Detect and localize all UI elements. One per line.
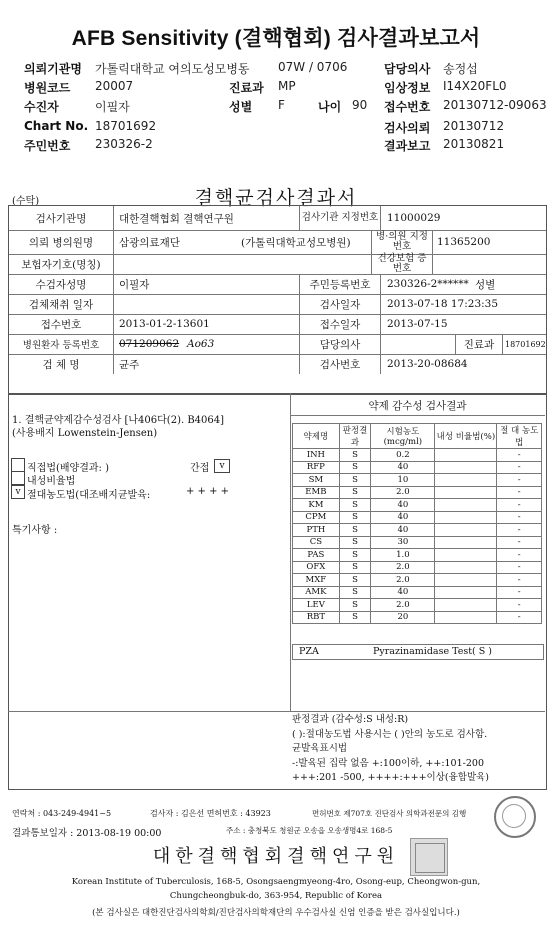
label-sex: 성별 — [229, 100, 253, 114]
drug-cell-name: PAS — [293, 549, 340, 562]
medium-line: (사용배지 Lowenstein-Jensen) — [12, 428, 158, 439]
drug-cell-res: S — [339, 599, 371, 612]
official-stamp-icon — [410, 838, 448, 876]
label-age: 나이 — [318, 100, 342, 114]
legend-line: ( ):절대농도법 사용시는 ( )안의 농도로 검사함. — [292, 728, 488, 740]
abs-checkbox[interactable]: v — [11, 485, 25, 499]
drug-cell-ratio — [435, 599, 497, 612]
remarks-label: 특기사항 : — [12, 525, 58, 536]
value-test-date: 2013-07-18 17:23:35 — [387, 298, 499, 310]
drug-cell-ratio — [435, 536, 497, 549]
drug-cell-name: RBT — [293, 611, 340, 624]
label-test-no: 검사번호 — [299, 354, 381, 374]
drug-row — [293, 611, 542, 624]
value-resident: 230326-2****** — [387, 278, 469, 290]
label-form-sex: 성별 — [475, 278, 496, 291]
label-patient: 수진자 — [24, 100, 59, 114]
abs-label: 절대농도법(대조배지균발육: — [27, 490, 151, 501]
drug-cell-conc: 2.0 — [371, 574, 435, 587]
section-divider — [290, 393, 291, 711]
label-form-dept: 진료과 — [455, 334, 503, 354]
ratio-label: 내성비율법 — [27, 476, 76, 487]
footer-addr-en-2: Chungcheongbuk-do, 363-954, Republic of Korea — [169, 891, 383, 901]
drug-cell-ratio — [435, 461, 497, 474]
pza-label: PZA — [299, 646, 319, 657]
value-form-dept: 18701692 — [505, 339, 546, 349]
label-lab-code: 검사기관 지정번호 — [299, 206, 381, 230]
drug-cell-conc: 30 — [371, 536, 435, 549]
label-receipt-date: 접수일자 — [299, 314, 381, 334]
value-clinic-sub: (가톨릭대학교성모병원) — [241, 236, 351, 249]
footer-org: 대한결핵협회결핵연구원 — [152, 846, 400, 867]
col-result: 판정결과 — [339, 424, 371, 449]
drug-row — [293, 449, 542, 462]
drug-cell-abs: - — [497, 499, 542, 512]
footer-address: 주소 : 충청북도 청원군 오송읍 오송생명4로 168-5 — [226, 826, 393, 835]
drug-cell-conc: 0.2 — [371, 449, 435, 462]
drug-cell-name: PTH — [293, 524, 340, 537]
label-chart-no: Chart No. — [24, 119, 89, 133]
drug-cell-ratio — [435, 549, 497, 562]
drug-row — [293, 586, 542, 599]
value-report-date: 20130821 — [443, 137, 505, 151]
legend-line: 판정결과 (감수성:S 내성:R) — [292, 714, 409, 725]
form-row — [9, 274, 546, 295]
legend-line: 균발육표시법 — [292, 743, 348, 754]
drug-cell-name: OFX — [293, 561, 340, 574]
drug-cell-ratio — [435, 474, 497, 487]
drug-cell-name: EMB — [293, 486, 340, 499]
drug-row — [293, 574, 542, 587]
drug-cell-res: S — [339, 524, 371, 537]
value-patient-reg: 071209062 — [119, 338, 180, 350]
drug-cell-name: INH — [293, 449, 340, 462]
drug-cell-abs: - — [497, 511, 542, 524]
form-row — [9, 294, 546, 315]
drug-cell-res: S — [339, 574, 371, 587]
drug-cell-res: S — [339, 461, 371, 474]
drug-cell-conc: 40 — [371, 586, 435, 599]
drug-cell-res: S — [339, 499, 371, 512]
label-report-date: 결과보고 — [384, 139, 431, 153]
drug-cell-conc: 2.0 — [371, 599, 435, 612]
value-institution: 가톨릭대학교 여의도성모병동 — [95, 62, 250, 76]
drug-cell-abs: - — [497, 461, 542, 474]
footer-license: 면허번호 제707호 진단검사 의학과전문의 김행 — [312, 809, 467, 818]
round-seal-icon — [494, 796, 536, 838]
pza-row — [292, 644, 544, 660]
drug-cell-ratio — [435, 586, 497, 599]
legend-line: +++:201 -500, ++++:+++이상(융합발육) — [292, 772, 490, 783]
label-insurance-no: 건강보험 증 번호 — [371, 254, 433, 274]
drug-cell-res: S — [339, 561, 371, 574]
drug-row — [293, 511, 542, 524]
value-clinic: 삼광의료재단 — [119, 236, 180, 249]
label-form-doctor: 담당의사 — [299, 334, 381, 354]
label-test-date: 검사일자 — [299, 294, 381, 314]
drug-table — [292, 423, 542, 624]
value-ward: 07W / 0706 — [278, 60, 348, 74]
abs-result: + + + + — [186, 486, 230, 497]
value-receipt-date: 2013-07-15 — [387, 318, 448, 330]
drug-cell-name: SM — [293, 474, 340, 487]
form-row — [9, 334, 546, 355]
drug-cell-abs: - — [497, 586, 542, 599]
label-clinic: 의뢰 병의원명 — [9, 230, 114, 254]
value-age: 90 — [352, 98, 368, 112]
drug-cell-conc: 2.0 — [371, 486, 435, 499]
drug-cell-conc: 40 — [371, 499, 435, 512]
drug-row — [293, 474, 542, 487]
value-request-date: 20130712 — [443, 119, 505, 133]
drug-cell-abs: - — [497, 449, 542, 462]
value-examinee: 이필자 — [119, 278, 150, 291]
drug-cell-abs: - — [497, 486, 542, 499]
drug-cell-abs: - — [497, 561, 542, 574]
divider — [290, 415, 545, 416]
label-clinic-code: 병·의원 지정번호 — [371, 230, 433, 254]
drug-row — [293, 536, 542, 549]
drug-cell-abs: - — [497, 474, 542, 487]
value-lab: 대한결핵협회 결핵연구원 — [119, 212, 234, 225]
drug-cell-abs: - — [497, 549, 542, 562]
drug-cell-conc: 40 — [371, 461, 435, 474]
value-sex: F — [278, 98, 285, 112]
label-specimen: 검 체 명 — [9, 354, 114, 374]
drug-cell-conc: 1.0 — [371, 549, 435, 562]
drug-cell-conc: 2.0 — [371, 561, 435, 574]
drug-row — [293, 549, 542, 562]
label-department: 진료과 — [229, 81, 264, 95]
form-row — [9, 206, 546, 231]
form-row — [9, 254, 546, 275]
value-doctor: 송정섭 — [443, 62, 478, 76]
form-row — [9, 354, 546, 374]
drug-table-heading: 약제 감수성 검사결과 — [368, 400, 467, 412]
label-clinical-info: 임상정보 — [384, 81, 431, 95]
handwritten-note: Ao63 — [187, 338, 215, 350]
label-lab: 검사기관명 — [9, 206, 114, 230]
drug-cell-conc: 20 — [371, 611, 435, 624]
drug-cell-name: LEV — [293, 599, 340, 612]
drug-cell-name: KM — [293, 499, 340, 512]
value-resident-no: 230326-2 — [95, 137, 153, 151]
form-info-table — [8, 205, 547, 395]
label-patient-reg: 병원환자 등록번호 — [9, 334, 114, 354]
indirect-label: 간접 — [190, 463, 210, 474]
drug-cell-conc: 10 — [371, 474, 435, 487]
pza-value: Pyrazinamidase Test( S ) — [373, 646, 492, 657]
drug-cell-res: S — [339, 474, 371, 487]
form-row — [9, 230, 546, 255]
drug-cell-res: S — [339, 486, 371, 499]
legend-line: -:발육된 집락 없음 +:100이하, ++:101-200 — [292, 757, 484, 769]
label-form-receipt: 접수번호 — [9, 314, 114, 334]
test-line: 1. 결핵균약제감수성검사 [나406다(2). B4064] — [12, 415, 225, 426]
label-receipt-no: 접수번호 — [384, 100, 431, 114]
drug-row — [293, 524, 542, 537]
drug-row — [293, 461, 542, 474]
drug-cell-name: AMK — [293, 586, 340, 599]
label-resident-no: 주민번호 — [24, 139, 71, 153]
drug-cell-res: S — [339, 511, 371, 524]
drug-cell-abs: - — [497, 524, 542, 537]
label-hospital-code: 병원코드 — [24, 81, 71, 95]
ratio-checkbox[interactable] — [11, 471, 25, 485]
label-examinee: 수검자성명 — [9, 274, 114, 294]
drug-cell-name: CS — [293, 536, 340, 549]
value-hospital-code: 20007 — [95, 79, 134, 93]
drug-cell-abs: - — [497, 536, 542, 549]
page-title: AFB Sensitivity (결핵협회) 검사결과보고서 — [71, 27, 481, 50]
drug-cell-conc: 40 — [371, 524, 435, 537]
label-insurer: 보험자기호(명칭) — [9, 254, 114, 274]
drug-row — [293, 486, 542, 499]
label-institution: 의뢰기관명 — [24, 62, 82, 76]
drug-cell-abs: - — [497, 599, 542, 612]
col-abs: 절 대 농도법 — [497, 424, 542, 449]
drug-cell-ratio — [435, 611, 497, 624]
drug-cell-ratio — [435, 574, 497, 587]
legend — [292, 713, 542, 786]
form-row — [9, 314, 546, 335]
drug-cell-conc: 40 — [371, 511, 435, 524]
drug-row — [293, 599, 542, 612]
footer-examiner: 검사자 : 김은선 면허번호 : 43923 — [150, 809, 271, 818]
drug-cell-res: S — [339, 586, 371, 599]
direct-checkbox[interactable] — [11, 458, 25, 472]
value-patient: 이필자 — [95, 100, 130, 114]
label-request-date: 검사의뢰 — [384, 121, 431, 135]
drug-cell-ratio — [435, 486, 497, 499]
col-ratio: 내성 비율범(%) — [435, 424, 497, 449]
drug-cell-ratio — [435, 524, 497, 537]
direct-label: 직접법(배양결과: ) — [27, 463, 109, 474]
drug-cell-res: S — [339, 611, 371, 624]
value-test-no: 2013-20-08684 — [387, 358, 468, 370]
footer-contact: 연락처 : 043-249-4941~5 — [12, 809, 112, 818]
drug-cell-ratio — [435, 449, 497, 462]
drug-cell-res: S — [339, 536, 371, 549]
drug-cell-name: CPM — [293, 511, 340, 524]
value-chart-no: 18701692 — [95, 119, 157, 133]
value-form-receipt: 2013-01-2-13601 — [119, 318, 210, 330]
value-receipt-no: 20130712-09063 — [443, 98, 547, 112]
drug-cell-ratio — [435, 561, 497, 574]
value-department: MP — [278, 79, 296, 93]
footer-addr-en-1: Korean Institute of Tuberculosis, 168-5, Osongsaengmyeong-4ro, Osong-eup, Cheongwon-gun, — [71, 877, 481, 887]
footer-cert-note: (본 검사실은 대한진단검사의학회/진단검사의학재단의 우수검사실 신엄 인증을 받은 검사실입니다.) — [92, 908, 460, 918]
section-divider — [8, 711, 545, 712]
value-specimen: 균주 — [119, 358, 140, 371]
drug-cell-ratio — [435, 511, 497, 524]
col-conc: 시험농도 (mcg/ml) — [371, 424, 435, 449]
value-lab-code: 11000029 — [387, 212, 441, 224]
drug-cell-res: S — [339, 449, 371, 462]
footer-report-date: 결과통보일자 : 2013-08-19 00:00 — [12, 828, 162, 839]
label-resident: 주민등록번호 — [299, 274, 381, 294]
drug-row — [293, 561, 542, 574]
label-sampling-date: 검체채취 일자 — [9, 294, 114, 314]
drug-cell-name: RFP — [293, 461, 340, 474]
drug-cell-abs: - — [497, 574, 542, 587]
value-clinic-code: 11365200 — [437, 236, 491, 248]
value-clinical-info: I14X20FL0 — [443, 79, 507, 93]
col-drug: 약제명 — [293, 424, 340, 449]
drug-row — [293, 499, 542, 512]
drug-cell-name: MXF — [293, 574, 340, 587]
drug-cell-abs: - — [497, 611, 542, 624]
label-doctor: 담당의사 — [384, 62, 431, 76]
indirect-checkbox[interactable]: v — [214, 459, 230, 473]
form-title: 결핵균검사결과서 — [194, 187, 358, 209]
drug-cell-ratio — [435, 499, 497, 512]
form-tag: (수탁) — [12, 196, 40, 207]
drug-cell-res: S — [339, 549, 371, 562]
